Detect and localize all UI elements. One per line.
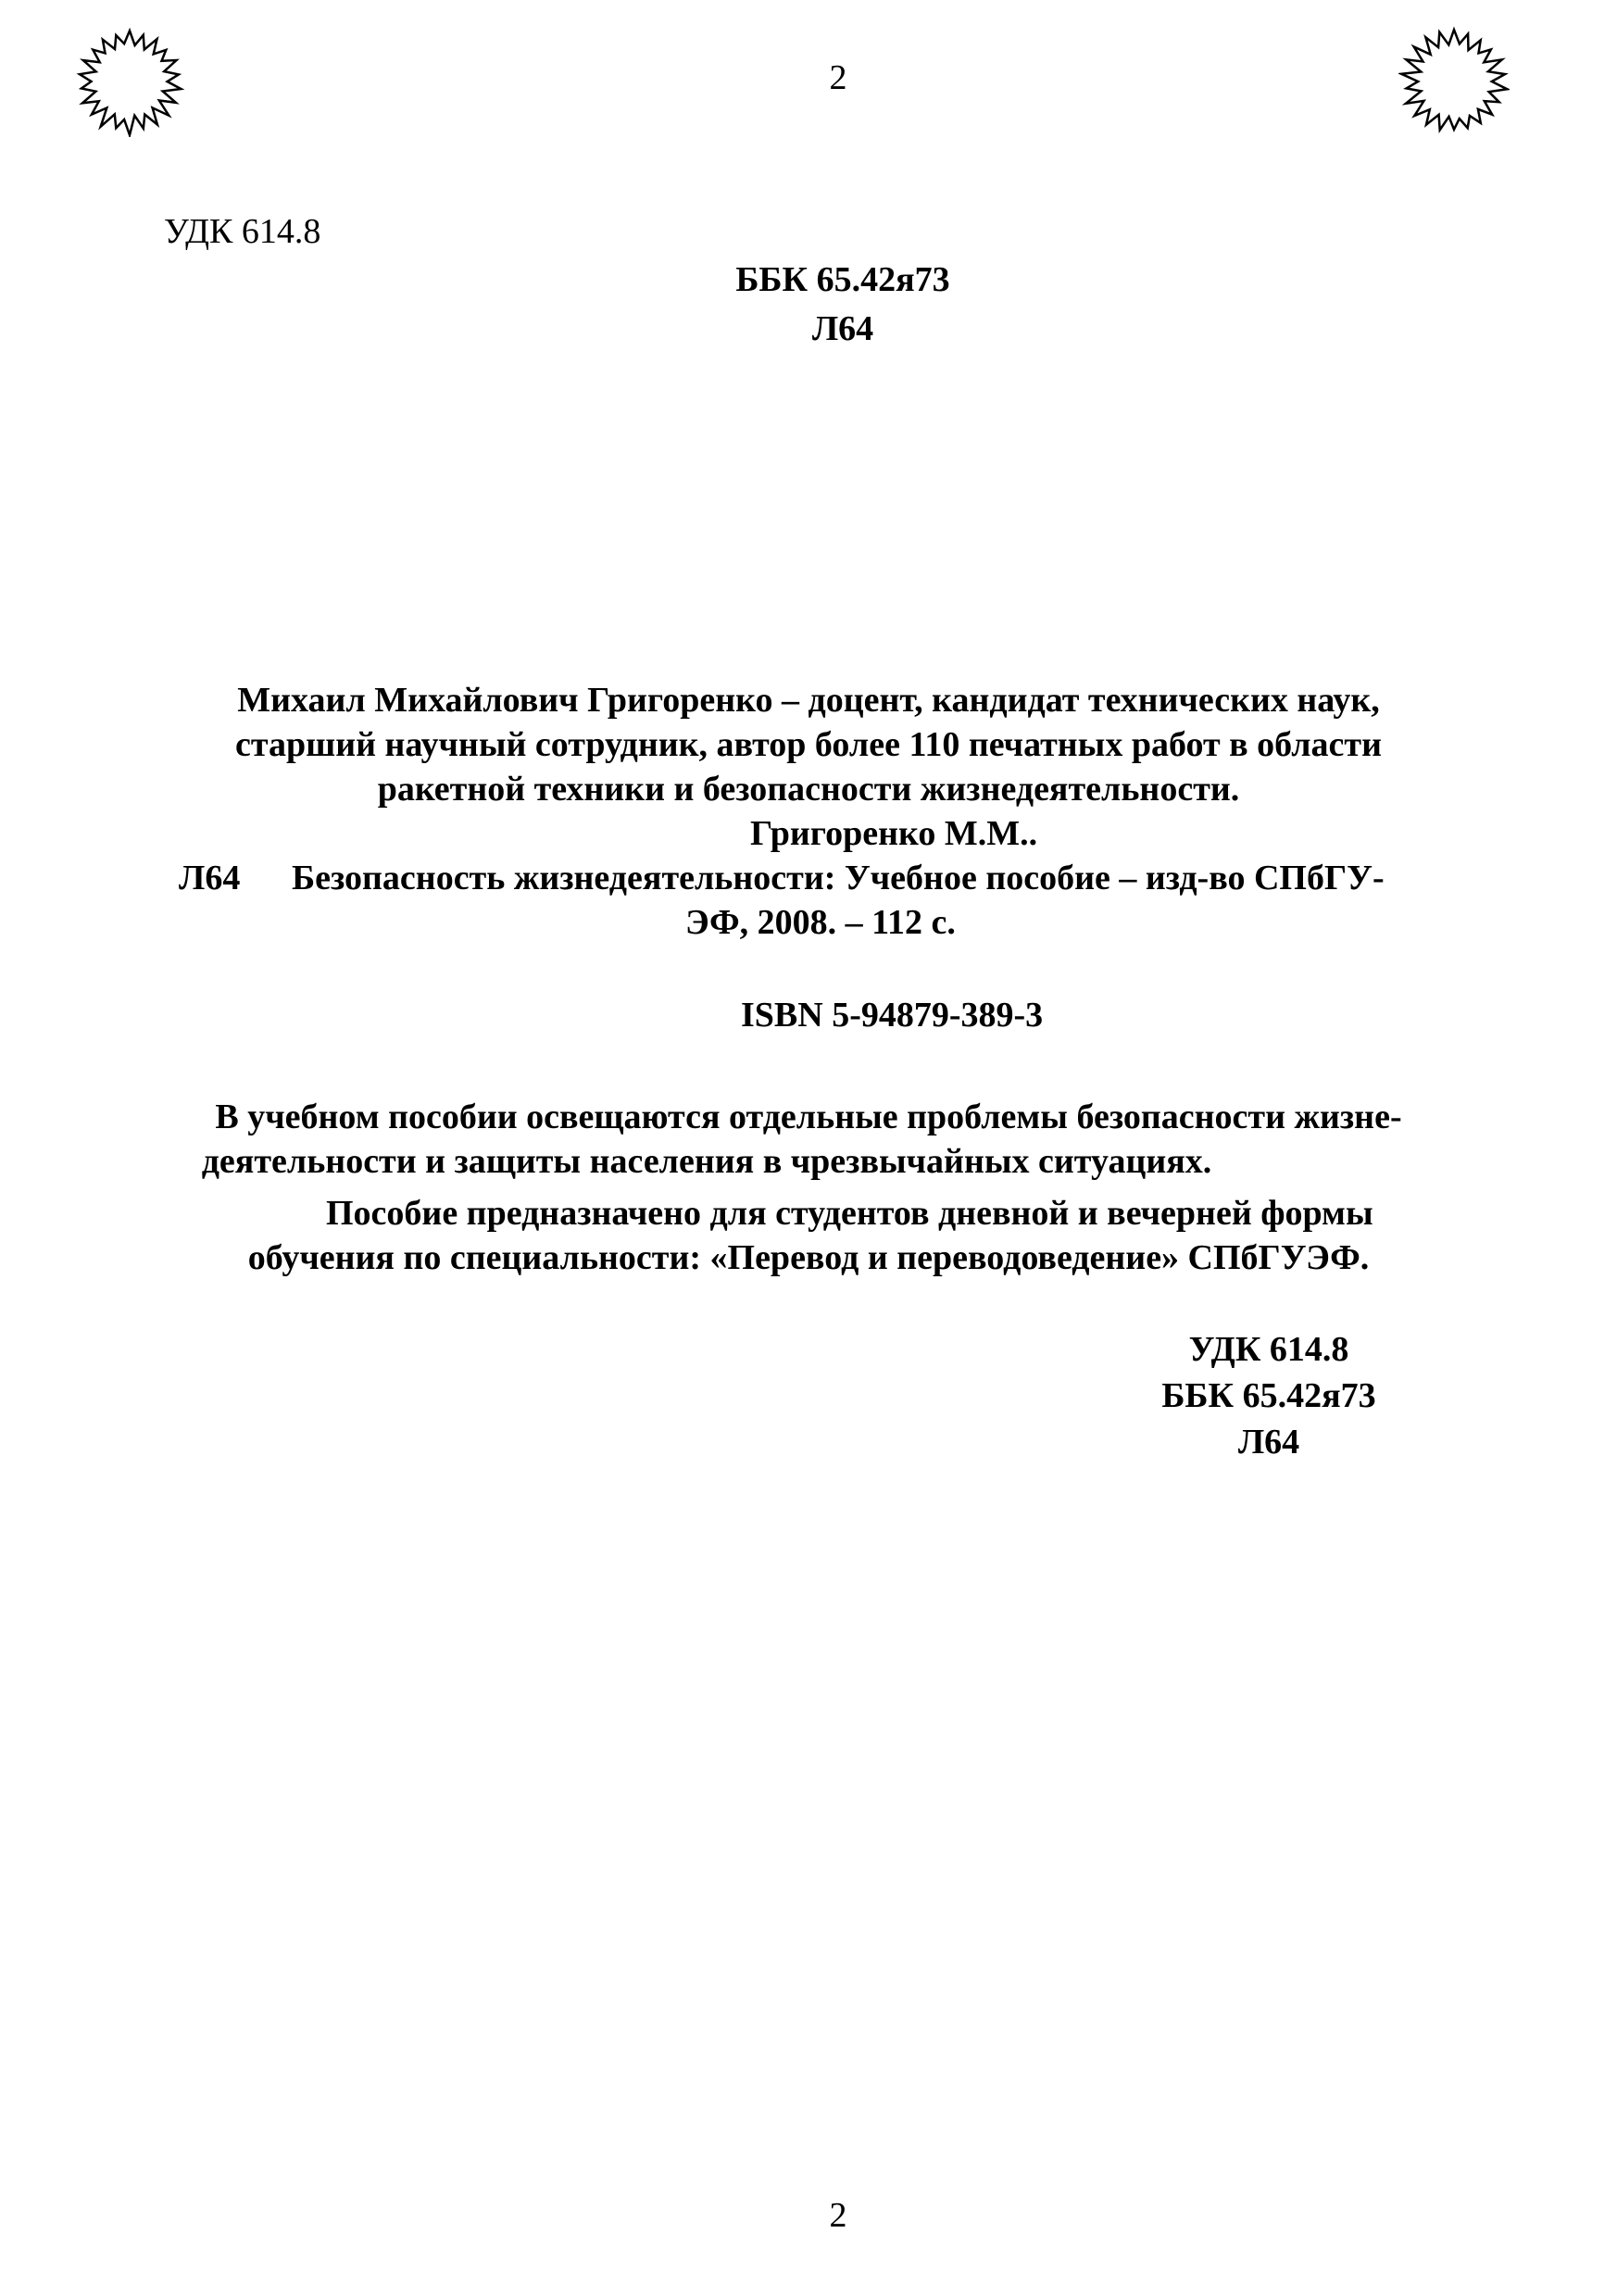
annotation-line-3: Пособие предназначено для студентов дневной и вечерней формы [326,1194,1373,1233]
bibliography-code: Л64 [179,859,241,897]
footer-bbk-code: ББК 65.42я73 [1161,1376,1376,1415]
bibliography-author: Григоренко М.М.. [750,814,1038,853]
bibliography-title-line-1: Безопасность жизнедеятельности: Учебное пособие – изд-во СПбГУ- [292,859,1385,897]
bibliography-title-line-2: ЭФ, 2008. – 112 с. [685,903,956,942]
udk-code: УДК 614.8 [164,212,321,251]
annotation-line-4: обучения по специальности: «Перевод и переводоведение» СПбГУЭФ. [247,1238,1370,1277]
author-bio-line-3: ракетной техники и безопасности жизнедеятельности. [377,770,1240,809]
isbn: ISBN 5-94879-389-3 [741,996,1044,1035]
annotation-line-2: деятельности и защиты населения в чрезвычайных ситуациях. [201,1142,1212,1181]
author-bio-line-1: Михаил Михайлович Григоренко – доцент, кандидат технических наук, [237,681,1380,720]
annotation-line-1: В учебном пособии освещаются отдельные проблемы безопасности жизне- [215,1098,1402,1136]
sunburst-icon [74,26,185,137]
footer-library-code: Л64 [1237,1423,1300,1462]
sunburst-icon [1398,26,1510,137]
author-bio-line-2: старший научный сотрудник, автор более 110 печатных работ в области [235,725,1382,764]
library-code: Л64 [811,309,874,348]
page-number-bottom: 2 [829,2196,847,2235]
page-number-top: 2 [829,58,847,97]
footer-udk-code: УДК 614.8 [1188,1330,1349,1369]
bbk-code: ББК 65.42я73 [735,260,950,299]
